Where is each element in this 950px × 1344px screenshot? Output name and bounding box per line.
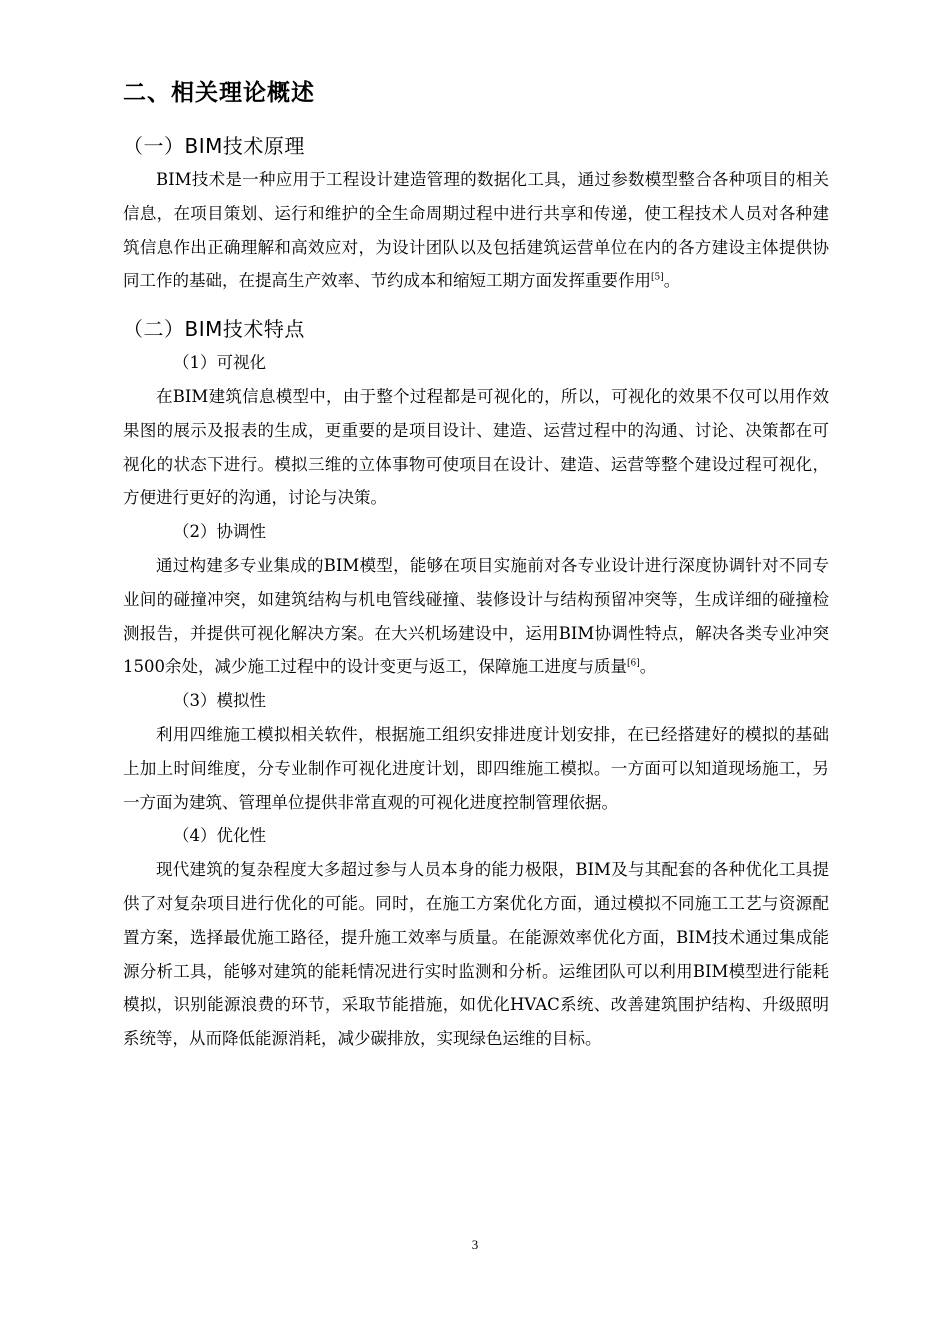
paragraph-visualization: 在BIM建筑信息模型中，由于整个过程都是可视化的，所以，可视化的效果不仅可以用作效果图的展示及报表的生成，更重要的是项目设计、建造、运营过程中的沟通、讨论、决策都在可视化的状态下进行。模拟三维的立体事物可使项目在设计、建造、运营等整个建设过程可视化，方便进行更好的沟通，讨论与决策。: [123, 386, 829, 508]
subsection-label-coordination: （2）协调性: [173, 522, 266, 542]
paragraph-tail: 。: [663, 271, 681, 291]
paragraph-coordination: [123, 549, 829, 684]
page-content: [123, 74, 829, 1056]
section-heading-features: （二）BIM技术特点: [123, 317, 305, 342]
paragraph-principle: [123, 163, 829, 298]
paragraph-tail: 。: [639, 657, 657, 677]
citation-ref[interactable]: [6]: [627, 658, 640, 669]
paragraph-text: BIM技术是一种应用于工程设计建造管理的数据化工具，通过参数模型整合各种项目的相关信息，在项目策划、运行和维护的全生命周期过程中进行共享和传递，使工程技术人员对各种建筑信息作出正确理解和高效应对，为设计团队以及包括建筑运营单位在内的各方建设主体提供协同工作的基础，在提高生产效率、节约成本和缩短工期方面发挥重要作用: [123, 170, 829, 291]
subsection-label-optimization: （4）优化性: [173, 826, 266, 846]
subsection-label-simulation: （3）模拟性: [173, 691, 266, 711]
subsection-label-visualization: （1）可视化: [173, 353, 266, 373]
paragraph-text: 通过构建多专业集成的BIM模型，能够在项目实施前对各专业设计进行深度协调针对不同专业间的碰撞冲突，如建筑结构与机电管线碰撞、装修设计与结构预留冲突等，生成详细的碰撞检测报告，并提供可视化解决方案。在大兴机场建设中，运用BIM协调性特点，解决各类专业冲突1500余处，减少施工过程中的设计变更与返工，保障施工进度与质量: [123, 555, 829, 677]
page-number: 3: [471, 1237, 479, 1252]
paragraph-simulation: 利用四维施工模拟相关软件，根据施工组织安排进度计划安排，在已经搭建好的模拟的基础上加上时间维度，分专业制作可视化进度计划，即四维施工模拟。一方面可以知道现场施工，另一方面为建筑、管理单位提供非常直观的可视化进度控制管理依据。: [123, 724, 829, 812]
chapter-title: 二、相关理论概述: [123, 80, 315, 106]
paragraph-optimization: 现代建筑的复杂程度大多超过参与人员本身的能力极限，BIM及与其配套的各种优化工具提供了对复杂项目进行优化的可能。同时，在施工方案优化方面，通过模拟不同施工工艺与资源配置方案，选择最优施工路径，提升施工效率与质量。在能源效率优化方面，BIM技术通过集成能源分析工具，能够对建筑的能耗情况进行实时监测和分析。运维团队可以利用BIM模型进行能耗模拟，识别能源浪费的环节，采取节能措施，如优化HVAC系统、改善建筑围护结构、升级照明系统等，从而降低能源消耗，减少碳排放，实现绿色运维的目标。: [123, 860, 829, 1049]
section-heading-principle: （一）BIM技术原理: [123, 134, 305, 158]
citation-ref[interactable]: [5]: [651, 272, 664, 283]
